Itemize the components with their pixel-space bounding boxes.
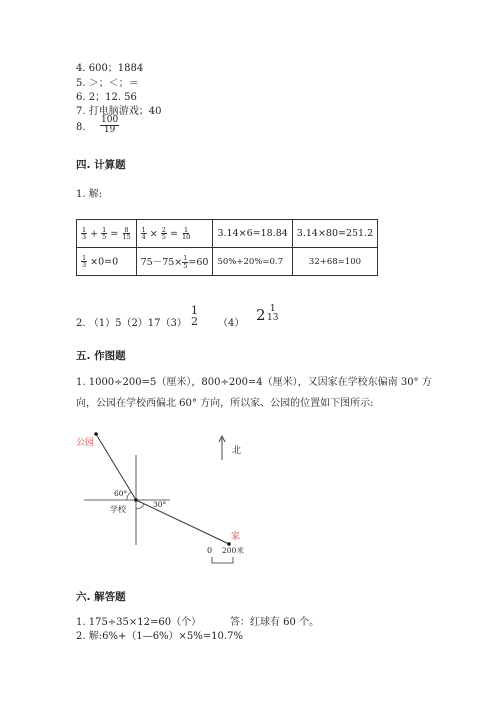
park-label: 公园 xyxy=(76,438,95,448)
table-cell: 50%+20%=0.7 xyxy=(213,248,292,276)
section-6-title: 六. 解答题 xyxy=(76,591,126,603)
section-4-title: 四. 计算题 xyxy=(76,159,126,171)
section-6-q1: 1. 175÷35×12=60（个） xyxy=(76,617,202,628)
scale-bar xyxy=(212,557,233,563)
section-5-line1: 1. 1000÷200=5（厘米），800÷200=4（厘米），又因家在学校东偏南 30° 方 xyxy=(76,377,432,388)
q2-mixed-fraction: 1 13 xyxy=(267,304,279,323)
fraction-numerator: 100 xyxy=(101,115,119,125)
section-5-line2: 向，公园在学校西偏北 60° 方向，所以家、公园的位置如下图所示: xyxy=(76,398,374,409)
park-point xyxy=(94,432,98,436)
section-4-q1-label: 1. 解: xyxy=(76,189,103,200)
section-6-q1-answer: 答：红球有 60 个。 xyxy=(230,617,320,628)
angle-60-label: 60° xyxy=(114,489,128,498)
answer-7: 7. 打电脑游戏；40 xyxy=(76,106,162,117)
section-6-q2: 2. 解:6%+（1—6%）×5%=10.7% xyxy=(76,631,243,642)
table-cell: 32+68=100 xyxy=(292,248,377,276)
answer-4: 4. 600；1884 xyxy=(76,63,144,74)
fraction-denominator: 19 xyxy=(103,125,116,135)
school-to-home-line xyxy=(136,500,229,544)
scale-unit-label: 200米 xyxy=(222,546,244,555)
school-label: 学校 xyxy=(110,505,126,514)
table-cell: 3.14×6=18.84 xyxy=(213,220,292,248)
scale-zero-label: 0 xyxy=(207,546,213,555)
section-5-title: 五. 作图题 xyxy=(76,350,126,362)
school-point xyxy=(134,498,138,502)
angle-30-arc xyxy=(136,504,144,509)
table-cell: 75－75× $\frac{1}{5}$ =60 xyxy=(136,248,213,276)
answer-6: 6. 2；12. 56 xyxy=(76,92,137,103)
q2-fraction: 1 2 xyxy=(191,304,198,328)
table-cell: $\frac{1}{3}$ ×0=0 xyxy=(77,248,137,276)
q2-mixed-whole: 2 xyxy=(256,306,266,324)
answer-5: 5. ＞；＜；＝ xyxy=(76,78,139,89)
angle-60-arc xyxy=(127,492,131,500)
angle-30-label: 30° xyxy=(153,500,167,509)
table-cell: 3.14×80=251.2 xyxy=(292,220,377,248)
table-cell: $\frac{1}{3}$ + $\frac{1}{5}$ = $\frac{8}{15}$ xyxy=(77,220,137,248)
q2-part4-label: （4） xyxy=(218,318,245,329)
home-label: 家 xyxy=(231,532,241,542)
section-4-q2-text: 2. （1）5（2）17（3） xyxy=(76,318,187,329)
table-cell: $\frac{1}{4}$ × $\frac{2}{5}$ = $\frac{1}{10}$ xyxy=(136,220,213,248)
north-label: 北 xyxy=(232,446,242,456)
answer-8-label: 8. xyxy=(76,122,86,133)
